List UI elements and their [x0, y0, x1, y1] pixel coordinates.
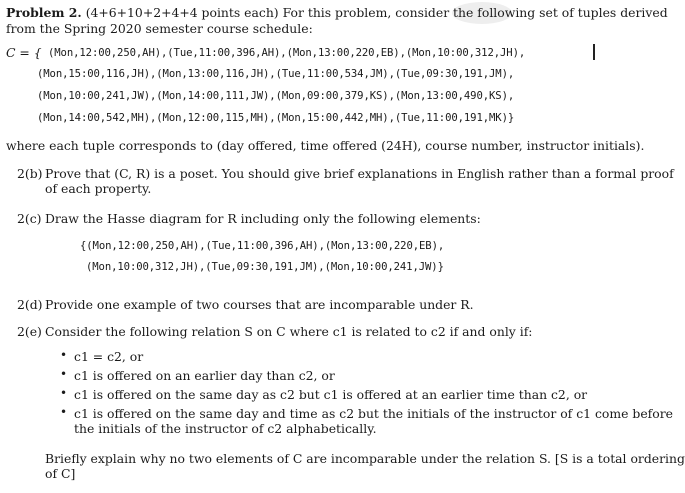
- part-b-line-2: of each property.: [45, 181, 152, 196]
- bullet-marker: •: [60, 386, 68, 400]
- part-e-bullet-3: c1 is offered on the same day as c2 but c1 is offered at an earlier time than c2, or: [74, 387, 588, 402]
- part-c-text: Draw the Hasse diagram for R including only the following elements:: [45, 211, 481, 226]
- set-c-explanation: where each tuple corresponds to (day offered, time offered (24H), course number, instructor initials).: [6, 138, 645, 153]
- part-e-bullet-1: c1 = c2, or: [74, 349, 144, 364]
- bullet-marker: •: [60, 348, 68, 362]
- part-e-bullet-4-cont: the initials of the instructor of c2 alphabetically.: [74, 421, 377, 436]
- set-c-line-3: (Mon,10:00,241,JW),(Mon,14:00,111,JW),(Mon,09:00,379,KS),(Mon,13:00,490,KS),: [37, 90, 515, 102]
- bullet-marker: •: [60, 405, 68, 419]
- part-d-text: Provide one example of two courses that are incomparable under R.: [45, 297, 474, 312]
- part-b-label: 2(b): [17, 166, 43, 181]
- part-e-bullet-4: c1 is offered on the same day and time as c2 but the initials of the instructor of c1 come before: [74, 406, 673, 421]
- part-e-closing-line-2: of C]: [45, 466, 76, 481]
- intro-text: For this problem, consider the following set of tuples derived: [282, 5, 668, 20]
- set-c-line-4: (Mon,14:00,542,MH),(Mon,12:00,115,MH),(Mon,15:00,442,MH),(Tue,11:00,191,MK)}: [37, 112, 515, 124]
- intro-line-2: from the Spring 2020 semester course schedule:: [6, 21, 313, 36]
- part-d-label: 2(d): [17, 297, 43, 312]
- part-e-closing-line-1: Briefly explain why no two elements of C are incomparable under the relation S. [S is a total ordering: [45, 451, 685, 466]
- part-c-set-line-2: (Mon,10:00,312,JH),(Tue,09:30,191,JM),(Mon,10:00,241,JW)}: [86, 261, 444, 273]
- intro-line-1: [6, 5, 668, 20]
- set-c-line-1: (Mon,12:00,250,AH),(Tue,11:00,396,AH),(Mon,13:00,220,EB),(Mon,10:00,312,JH),: [48, 47, 526, 59]
- part-e-bullet-2: c1 is offered on an earlier day than c2, or: [74, 368, 335, 383]
- problem-number: Problem 2.: [6, 5, 82, 20]
- problem-points: (4+6+10+2+4+4 points each): [85, 5, 279, 20]
- set-c-line-2: (Mon,15:00,116,JH),(Mon,13:00,116,JH),(Tue,11:00,534,JM),(Tue,09:30,191,JM),: [37, 68, 515, 80]
- bullet-marker: •: [60, 367, 68, 381]
- part-e-text: Consider the following relation S on C where c1 is related to c2 if and only if:: [45, 324, 533, 339]
- margin-mark: [593, 44, 595, 60]
- part-e-label: 2(e): [17, 324, 42, 339]
- part-b-line-1: Prove that (C, R) is a poset. You should give brief explanations in English rather than a formal proof: [45, 166, 674, 181]
- part-c-set-line-1: {(Mon,12:00,250,AH),(Tue,11:00,396,AH),(Mon,13:00,220,EB),: [80, 240, 445, 252]
- part-c-label: 2(c): [17, 211, 42, 226]
- set-c-label: C = {: [6, 45, 42, 60]
